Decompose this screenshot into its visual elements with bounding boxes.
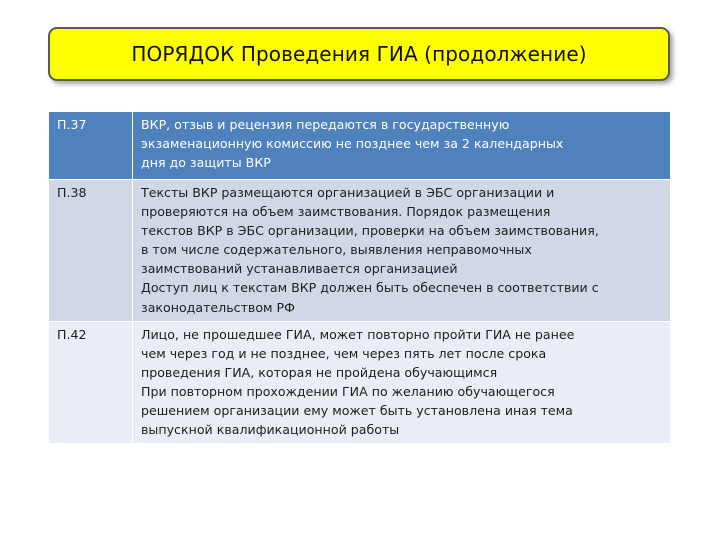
table-row-p37: [49, 112, 671, 180]
text-line: экзаменационную комиссию не позднее чем за 2 календарных: [141, 136, 564, 152]
table-row-p42: [49, 321, 671, 444]
regulation-table: [48, 111, 671, 444]
text-line: проведения ГИА, которая не пройдена обучающимся: [141, 364, 498, 380]
text-line: законодательством РФ: [141, 299, 295, 315]
text-line: текстов ВКР в ЭБС организации, проверки на объем заимствования,: [141, 223, 599, 239]
text-line: заимствований устанавливается организацией: [141, 261, 458, 277]
slide-title-box: [48, 27, 670, 81]
slide-title: ПОРЯДОК Проведения ГИА (продолжение): [131, 42, 587, 66]
text-line: выпускной квалификационной работы: [141, 422, 400, 438]
text-line: При повторном прохождении ГИА по желанию обучающегося: [141, 383, 555, 399]
text-line: ВКР, отзыв и рецензия передаются в государственную: [141, 117, 510, 132]
clause-cell: П.42: [49, 321, 133, 444]
text-line: Доступ лиц к текстам ВКР должен быть обеспечен в соответствии с: [141, 280, 599, 296]
text-line: проверяются на объем заимствования. Порядок размещения: [141, 204, 551, 220]
text-line: решением организации ему может быть установлена иная тема: [141, 403, 573, 419]
text-cell: [133, 321, 671, 444]
text-line: дня до защиты ВКР: [141, 155, 271, 171]
text-line: Лицо, не прошедшее ГИА, может повторно пройти ГИА не ранее: [141, 326, 575, 342]
text-line: чем через год и не позднее, чем через пять лет после срока: [141, 345, 547, 361]
text-cell: [133, 180, 671, 322]
text-line: в том числе содержательного, выявления неправомочных: [141, 242, 532, 258]
text-line: Тексты ВКР размещаются организацией в ЭБС организации и: [141, 185, 555, 200]
text-cell: [133, 112, 671, 180]
table-row-p38: [49, 180, 671, 322]
clause-cell: П.38: [49, 180, 133, 322]
clause-cell: П.37: [49, 112, 133, 180]
